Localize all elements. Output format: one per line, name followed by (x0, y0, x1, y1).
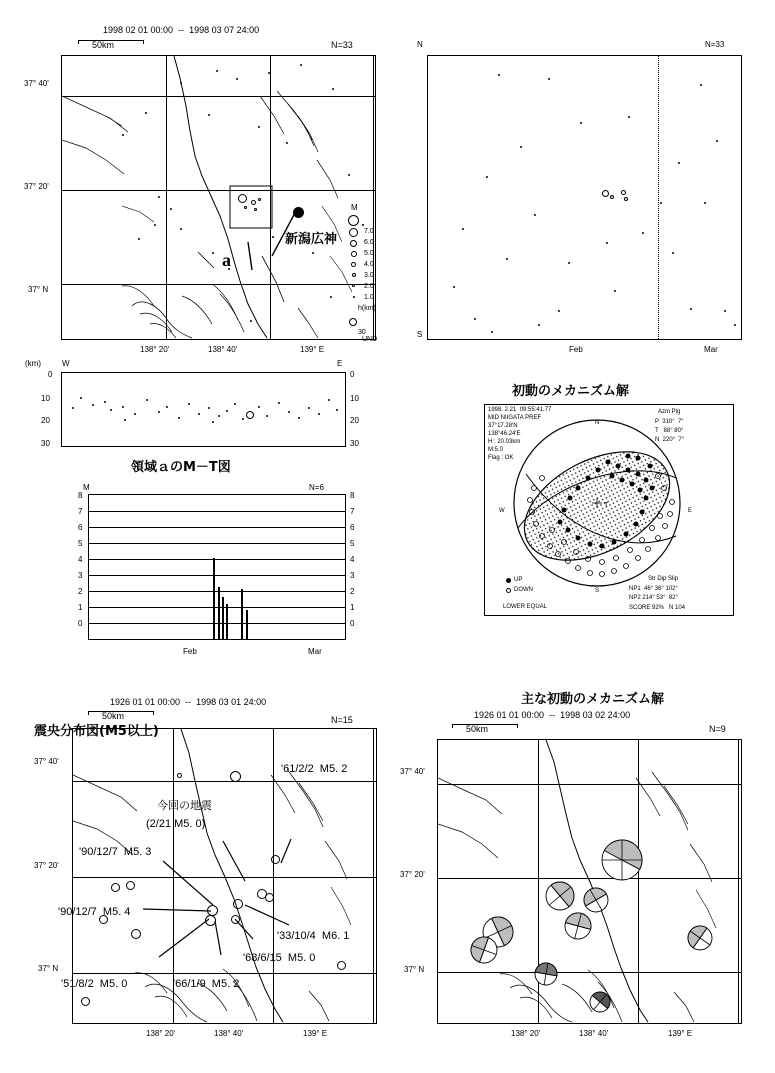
focal-legend-up: UP (514, 577, 523, 583)
map2-event-label-4: '90/12/7 M5. 4 (58, 906, 131, 918)
map3-lat-label-3: 37° N (404, 965, 425, 974)
timeplot-x-feb: Feb (569, 345, 583, 354)
map1-legend-m-2: 2.0 (364, 283, 374, 290)
map1-legend-depth-value: 30 (358, 329, 366, 336)
mt-ytick-r-1: 1 (350, 603, 355, 612)
mt-chart-title: 領域ａのM－T図 (131, 460, 231, 475)
mt-chart-frame (88, 494, 346, 640)
map2-lat-label-2: 37° 20' (34, 861, 59, 870)
focal-projection: LOWER EQUAL (503, 604, 548, 610)
map2-event-label-0: '61/2/2 M5. 2 (281, 763, 348, 775)
focal-title: 初動のメカニズム解 (512, 384, 630, 399)
mt-ytick-r-8: 8 (350, 491, 355, 500)
map1-frame (61, 55, 376, 340)
map3-frame (437, 739, 742, 1024)
map1-lat-label-1: 37° 40' (24, 79, 49, 88)
mt-ytick-6: 6 (78, 523, 83, 532)
map1-legend-m-4: 4.0 (364, 261, 374, 268)
timeplot-axis-n: N (417, 40, 423, 49)
mt-ytick-5: 5 (78, 539, 83, 548)
focal-plane-np2: NP2 214° 53° 82° (629, 595, 678, 601)
mt-bar-4 (226, 604, 228, 639)
mt-y-axis-label: M (83, 483, 90, 492)
cross-ytick-0: 0 (48, 370, 53, 379)
mt-ytick-r-2: 2 (350, 587, 355, 596)
cross-unit-label: (km) (25, 359, 41, 368)
focal-legend-up-marker (506, 578, 511, 583)
mt-ytick-r-3: 3 (350, 571, 355, 580)
map1-lon-label-1: 138° 20' (140, 345, 170, 354)
map1-legend-m-1: 1.0 (364, 294, 374, 301)
map3-lon-label-1: 138° 20' (511, 1029, 541, 1038)
focal-axis-p: P 310° 7° (655, 419, 684, 425)
map3-lon-label-2: 138° 40' (579, 1029, 609, 1038)
map1-scale-label: 50km (92, 40, 115, 50)
focal-axes-header: Azm Plg (658, 409, 681, 415)
map1-lat-label-3: 37° N (28, 285, 49, 294)
focal-plane-header: Str Dip Slip (648, 576, 679, 582)
focal-info-4: H : 20.03km (488, 439, 521, 445)
map3-lat-label-1: 37° 40' (400, 767, 425, 776)
mt-ytick-r-7: 7 (350, 507, 355, 516)
map3-lat-label-2: 37° 20' (400, 870, 425, 879)
mt-bar-6 (246, 610, 248, 639)
map3-count: N=9 (709, 724, 726, 734)
mt-bar-5 (241, 589, 243, 639)
focal-legend-down-marker (506, 588, 511, 593)
mt-ytick-r-0: 0 (350, 619, 355, 628)
map2-panel-label: 震央分布図(M5以上) (34, 724, 159, 739)
mt-ytick-r-6: 6 (350, 523, 355, 532)
timeplot-frame (427, 55, 742, 340)
focal-info-6: Flag : OK (488, 455, 514, 461)
cross-ytick-30: 30 (41, 439, 50, 448)
mt-bar-3 (222, 597, 224, 639)
map1-region-a-label: a (222, 250, 231, 270)
map1-lat-label-2: 37° 20' (24, 182, 49, 191)
map1-legend-m-5: 5.0 (364, 250, 374, 257)
focal-info-3: 138°46.24'E (488, 431, 521, 437)
focal-compass-n: N (595, 420, 600, 426)
focal-info-1: MID NIIGATA PREF (488, 415, 542, 421)
mt-x-feb: Feb (183, 647, 197, 656)
cross-ytick-r-30: 30 (350, 439, 359, 448)
map2-lat-label-1: 37° 40' (34, 757, 59, 766)
map2-event-label-8: '66/1/9 M5. 2 (173, 978, 240, 990)
focal-compass-s: S (595, 588, 600, 594)
cross-w-label: W (62, 359, 70, 368)
timeplot-count: N=33 (705, 40, 725, 49)
focal-beachball (512, 418, 685, 588)
map1-title: 1998 02 01 00:00 -- 1998 03 07 24:00 (103, 25, 260, 35)
map3-subtitle: 1926 01 01 00:00 -- 1998 03 02 24:00 (474, 710, 631, 720)
cross-ytick-20: 20 (41, 416, 50, 425)
focal-plane-np1: NP1 46° 36° 102° (629, 586, 678, 592)
map2-lon-label-2: 138° 40' (214, 1029, 244, 1038)
map1-legend-m-7: 7.0 (364, 228, 374, 235)
timeplot-x-mar: Mar (704, 345, 718, 354)
focal-info-2: 37°17.28'N (488, 423, 518, 429)
map1-place-label: 新潟広神 (285, 232, 338, 247)
map3-lon-label-3: 139° E (668, 1029, 693, 1038)
mt-ytick-7: 7 (78, 507, 83, 516)
mt-bar-1 (213, 558, 215, 639)
map1-legend-depth-title: h(km) (358, 305, 376, 312)
map1-count: N=33 (331, 40, 353, 50)
map2-event-label-3: '90/12/7 M5. 3 (79, 846, 152, 858)
map2-event-label-1: 今回の地震 (157, 799, 212, 812)
map2-title: 1926 01 01 00:00 -- 1998 03 01 24:00 (110, 697, 267, 707)
cross-ytick-r-10: 10 (350, 394, 359, 403)
map3-title: 主な初動のメカニズム解 (521, 692, 665, 707)
focal-info-5: M:5.0 (488, 447, 504, 453)
map1-legend-m-title: M (351, 203, 358, 212)
focal-compass-e: E (688, 508, 693, 514)
focal-legend-down: DOWN (514, 587, 533, 593)
cross-ytick-r-20: 20 (350, 416, 359, 425)
mt-ytick-0: 0 (78, 619, 83, 628)
cross-ytick-r-0: 0 (350, 370, 355, 379)
mt-ytick-1: 1 (78, 603, 83, 612)
map1-legend-m-3: 3.0 (364, 272, 374, 279)
cross-e-label: E (337, 359, 343, 368)
mt-x-mar: Mar (308, 647, 322, 656)
map2-event-label-2: (2/21 M5. 0) (146, 818, 206, 830)
mt-ytick-2: 2 (78, 587, 83, 596)
map1-legend-m-und: UND (362, 336, 378, 343)
map3-scale-label: 50km (466, 724, 489, 734)
focal-axis-n: N 220° 7° (655, 437, 685, 443)
mt-ytick-4: 4 (78, 555, 83, 564)
map2-event-label-7: '51/8/2 M5. 0 (61, 978, 128, 990)
mt-count: N=6 (309, 483, 324, 492)
map2-event-label-5: '33/10/4 M6. 1 (277, 930, 350, 942)
map2-scale-label: 50km (102, 711, 125, 721)
timeplot-axis-s: S (417, 330, 423, 339)
map1-lon-label-3: 139° E (300, 345, 325, 354)
focal-compass-w: W (499, 508, 505, 514)
map2-lon-label-1: 138° 20' (146, 1029, 176, 1038)
map1-legend-m-6: 6.0 (364, 239, 374, 246)
focal-score: SCORE 92% N 104 (629, 605, 686, 611)
mt-ytick-3: 3 (78, 571, 83, 580)
mt-ytick-8: 8 (78, 491, 83, 500)
svg-text:T: T (604, 502, 609, 509)
map2-lon-label-3: 139° E (303, 1029, 328, 1038)
mt-ytick-r-5: 5 (350, 539, 355, 548)
cross-section-frame (61, 372, 346, 447)
map2-count: N=15 (331, 715, 353, 725)
mt-ytick-r-4: 4 (350, 555, 355, 564)
mt-bar-2 (218, 587, 220, 639)
focal-info-0: 1998. 2.21 09:55:41.77 (488, 407, 552, 413)
map1-lon-label-2: 138° 40' (208, 345, 238, 354)
map2-lat-label-3: 37° N (38, 964, 59, 973)
map2-event-label-6: '68/6/15 M5. 0 (243, 952, 316, 964)
cross-ytick-10: 10 (41, 394, 50, 403)
focal-axis-t: T 88° 80° (655, 428, 684, 434)
